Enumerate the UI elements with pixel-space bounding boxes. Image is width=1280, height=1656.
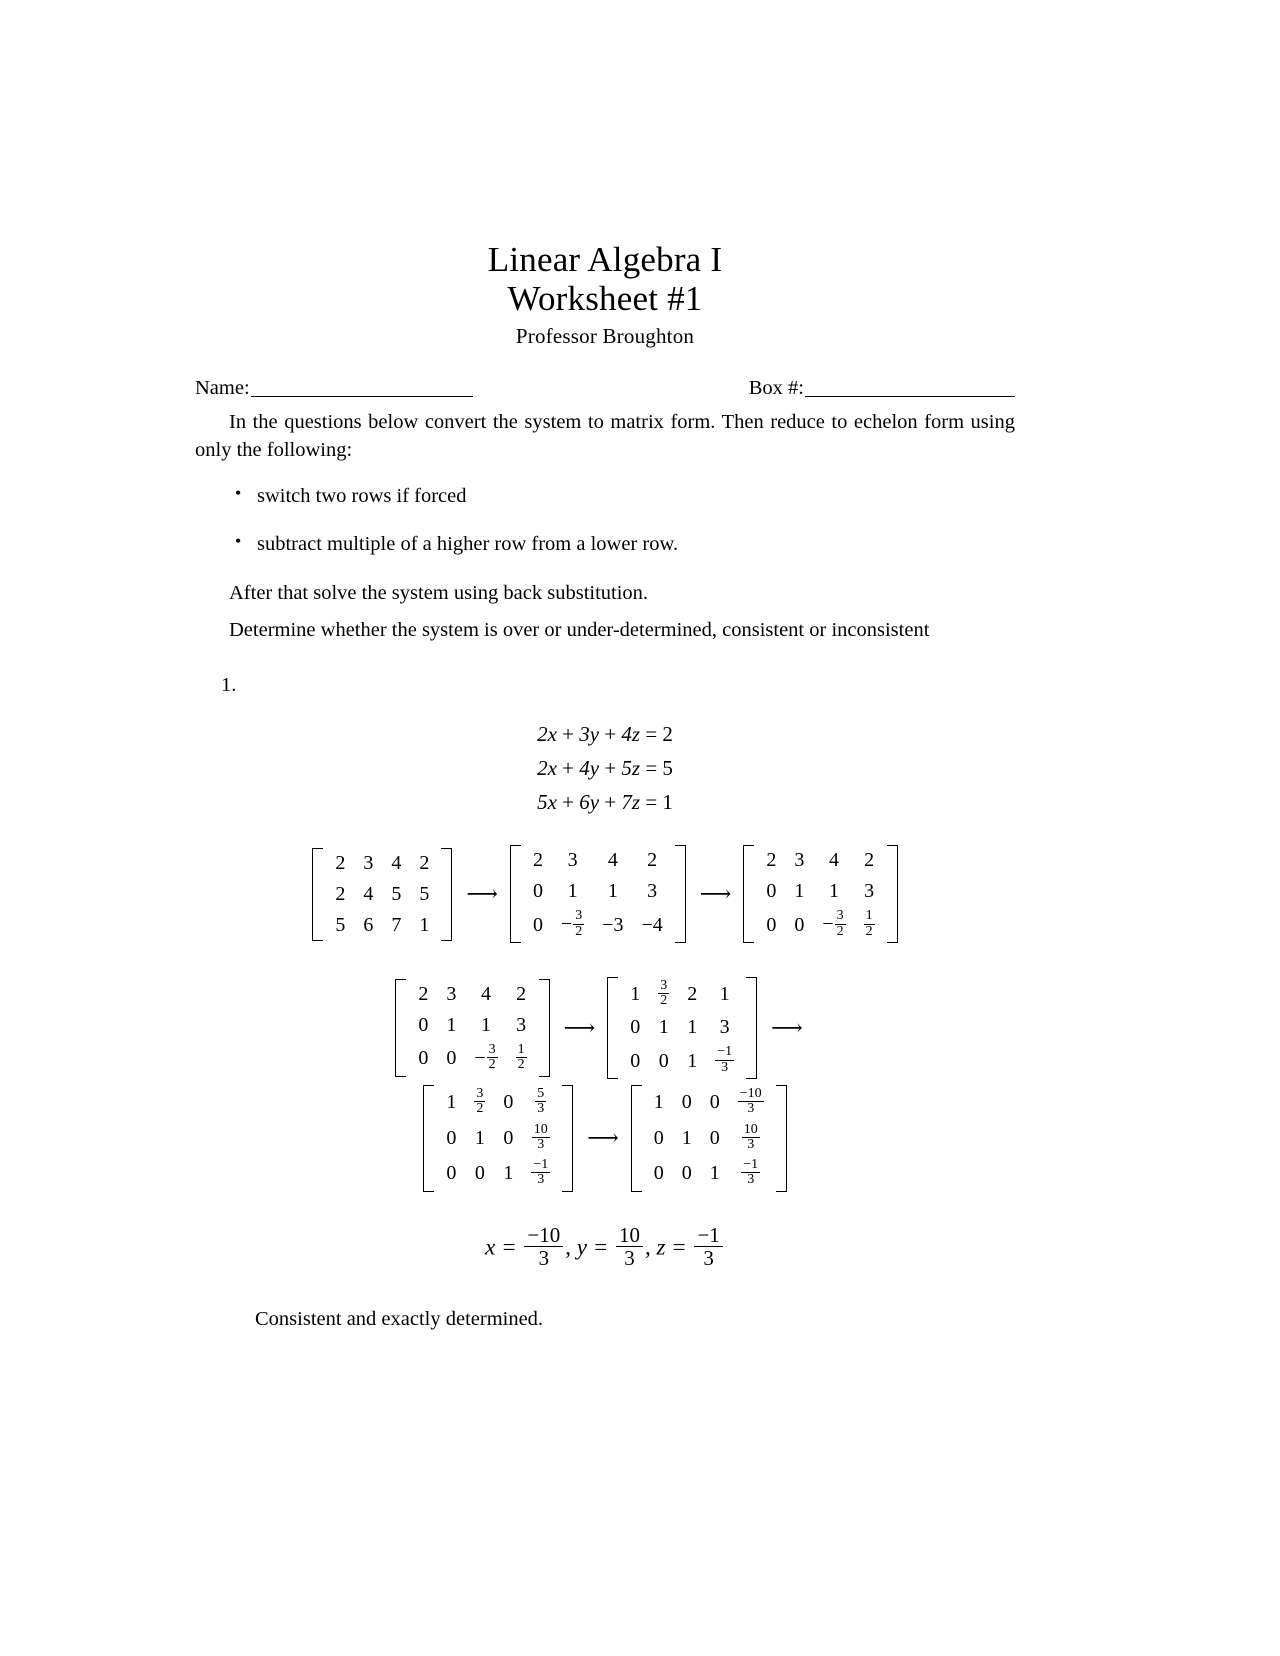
- table-row: 0 0 1 $\frac{-1}{3}$: [446, 1157, 549, 1188]
- bracket-right: [675, 845, 686, 943]
- table-row: 0 1 1 3: [630, 1016, 730, 1039]
- arrow-icon: ⟶: [771, 1014, 801, 1040]
- bracket-right: [562, 1085, 573, 1192]
- solution-x-value: $\frac{-10}{3}$: [524, 1224, 563, 1270]
- table-row: 5 6 7 1: [335, 913, 430, 936]
- solution-y-label: y =: [576, 1234, 609, 1260]
- after-paragraph: After that solve the system using back substitution.: [229, 582, 649, 604]
- bracket-right: [776, 1085, 787, 1192]
- table-row: 2 3 4 2: [335, 851, 430, 874]
- bracket-left: [607, 977, 618, 1079]
- name-field: [195, 377, 473, 400]
- equation-line: 2x + 4y + 5z = 5: [537, 756, 673, 781]
- table-row: 2 3 4 2: [418, 983, 527, 1006]
- equation-line: 2x + 3y + 4z = 2: [537, 722, 673, 747]
- solution-separator: ,: [644, 1234, 657, 1260]
- matrix-row-1: [195, 845, 1015, 943]
- bracket-right: [441, 848, 452, 941]
- arrow-icon: ⟶: [587, 1125, 617, 1151]
- table-row: 0 1 0 $\frac{10}{3}$: [446, 1121, 548, 1152]
- title-line-2: Worksheet #1: [507, 279, 703, 319]
- table-row: 0 1 1 3: [532, 880, 658, 903]
- name-box-row: [195, 377, 1015, 400]
- table-row: 1 0 0 $\frac{-10}{3}$: [653, 1085, 762, 1117]
- table-row: 0 1 0 $\frac{10}{3}$: [653, 1121, 758, 1152]
- conclusion-text: Consistent and exactly determined.: [255, 1307, 544, 1330]
- table-row: 0 0 − $\frac{3}{2}$ $\frac{1}{2}$: [418, 1042, 525, 1073]
- solution-line: [195, 1222, 1015, 1272]
- table-row: 1 $\frac{3}{2}$ 2 1: [630, 977, 730, 1009]
- bracket-left: [312, 848, 323, 941]
- title-line-1: Linear Algebra I: [487, 240, 723, 279]
- bracket-left: [395, 979, 406, 1077]
- bracket-right: [887, 845, 898, 943]
- name-label: Name:: [195, 377, 250, 400]
- solution-x-label: x =: [485, 1234, 517, 1260]
- list-item: • switch two rows if forced: [235, 483, 1015, 510]
- bracket-left: [510, 845, 521, 943]
- table-row: 2 4 5 5: [335, 882, 430, 905]
- table-row: 0 1 1 3: [418, 1014, 527, 1037]
- arrow-icon: ⟶: [563, 1014, 594, 1040]
- list-item: • subtract multiple of a higher row from a lower row.: [235, 531, 1015, 558]
- method-bullet-list: [195, 483, 1015, 558]
- bracket-right: [746, 977, 757, 1079]
- box-label: Box #:: [748, 377, 804, 400]
- matrix-m2: [510, 845, 686, 943]
- solution-y-value: $\frac{10}{3}$: [616, 1224, 643, 1270]
- bracket-left: [631, 1085, 642, 1192]
- table-row: 0 1 1 3: [766, 880, 875, 903]
- matrix-m1: [312, 848, 452, 941]
- solution-separator: ,: [565, 1234, 577, 1260]
- arrow-icon: ⟶: [466, 881, 496, 907]
- table-row: 0 − $\frac{3}{2}$ −3 −4: [532, 908, 663, 939]
- document-content: [195, 240, 1015, 1331]
- matrix-m6: [423, 1085, 573, 1192]
- equation-system: [195, 717, 1015, 819]
- matrix-row-2: [195, 977, 1015, 1079]
- matrix-m7: [631, 1085, 787, 1192]
- table-row: 1 $\frac{3}{2}$ 0 $\frac{5}{3}$: [446, 1085, 545, 1117]
- table-row: 0 0 − $\frac{3}{2}$ $\frac{1}{2}$: [766, 908, 873, 939]
- matrix-m4: [395, 979, 549, 1077]
- document-title: [195, 240, 1015, 318]
- equation-line: 5x + 6y + 7z = 1: [537, 790, 673, 815]
- table-row: 2 3 4 2: [766, 849, 875, 872]
- bracket-left: [423, 1085, 434, 1192]
- intro-paragraph: In the questions below convert the system to matrix form. Then reduce to echelon form using only the following:: [195, 411, 1015, 462]
- box-blank-line[interactable]: [805, 395, 1015, 397]
- name-blank-line[interactable]: [251, 395, 473, 397]
- matrix-m3: [743, 845, 897, 943]
- table-row: 2 3 4 2: [532, 849, 658, 872]
- solution-z-value: $\frac{-1}{3}$: [694, 1224, 722, 1270]
- bracket-right: [539, 979, 550, 1077]
- box-field: [749, 377, 1015, 400]
- matrix-m5: [607, 977, 757, 1079]
- bracket-left: [743, 845, 754, 943]
- question-number: 1.: [221, 674, 237, 697]
- solution-z-label: z =: [656, 1234, 687, 1260]
- table-row: 0 0 1 $\frac{-1}{3}$: [630, 1044, 733, 1075]
- document-author: Professor Broughton: [515, 324, 695, 349]
- table-row: 0 0 1 $\frac{-1}{3}$: [653, 1157, 759, 1188]
- determine-paragraph: Determine whether the system is over or under-determined, consistent or inconsistent: [229, 618, 930, 641]
- arrow-icon: ⟶: [699, 881, 730, 907]
- matrix-row-3: [195, 1085, 1015, 1192]
